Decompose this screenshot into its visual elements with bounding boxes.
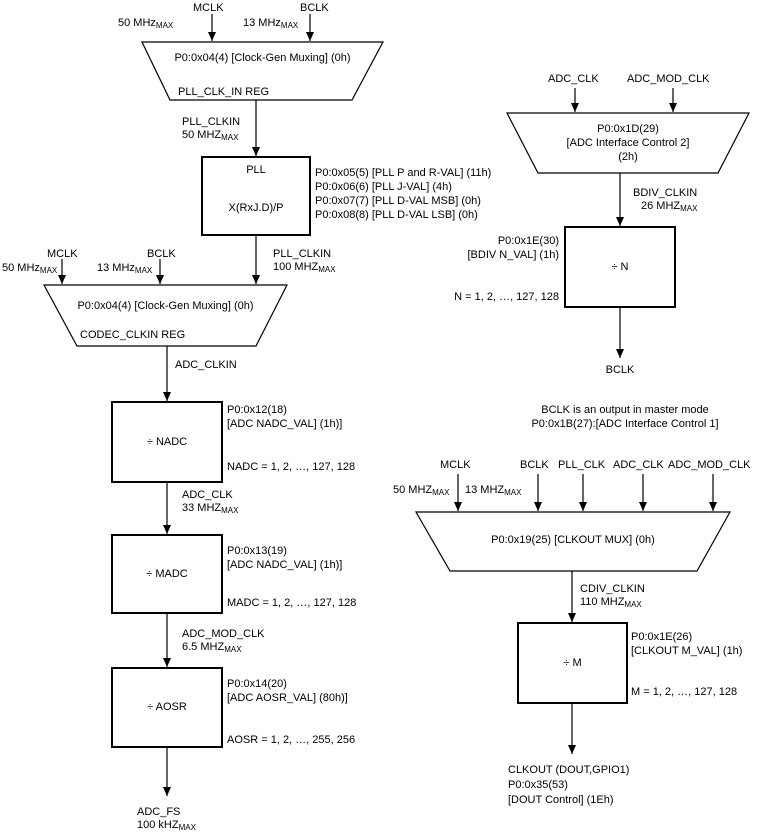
sub-max: MAX	[280, 21, 299, 30]
adc-interface-mux-name: [ADC Interface Control 2]	[566, 137, 690, 149]
sub-max: MAX	[221, 133, 239, 142]
n-range: N = 1, 2, …, 127, 128	[454, 291, 559, 303]
aosr-divider-label: ÷ AOSR	[147, 701, 187, 713]
adc-interface-mux-text	[507, 122, 749, 164]
adc-interface-mux-reset: (2h)	[618, 151, 638, 163]
signal-label-bclk4: BCLK	[520, 459, 549, 471]
sub-max: MAX	[221, 506, 239, 515]
aosr-register: P0:0x14(20) [ADC AOSR_VAL] (80h)]	[227, 678, 348, 704]
signal-label-bclk2: BCLK	[147, 248, 176, 260]
signal-label-adc-clk4: ADC_CLK	[613, 459, 664, 471]
pll-box-formula: X(RxJ.D)/P	[228, 202, 284, 214]
sub-max: MAX	[624, 600, 642, 609]
nadc-divider-label: ÷ NADC	[146, 436, 188, 448]
clkout-output-labels	[508, 763, 629, 808]
sub-max: MAX	[318, 265, 336, 274]
signal-label-adc-clk: ADC_CLK 33 MHZMAX	[182, 489, 239, 515]
sub-max: MAX	[504, 488, 522, 497]
sub-max: MAX	[178, 823, 196, 832]
pll-box-title: PLL	[246, 164, 266, 176]
m-register: P0:0x1E(26) [CLKOUT M_VAL] (1h)	[631, 631, 743, 657]
pll-clkin-mux-register: P0:0x04(4) [Clock-Gen Muxing] (0h)	[174, 52, 351, 64]
signal-label-adc-clkin: ADC_CLKIN	[175, 359, 237, 371]
signal-label-adc-clk-in3: ADC_CLK	[548, 73, 599, 85]
sub-max: MAX	[680, 204, 698, 213]
clkout-signal: CLKOUT (DOUT,GPIO1)	[508, 764, 630, 776]
m-divider-label: ÷ M	[563, 657, 582, 669]
signal-label-bclk-out: BCLK	[605, 364, 635, 376]
nadc-range: NADC = 1, 2, …, 127, 128	[227, 461, 356, 473]
signal-label-bdiv-clkin: BDIV_CLKIN 26 MHZMAX	[633, 187, 698, 213]
signal-label-pll-clkin-100: PLL_CLKIN 100 MHZMAX	[273, 248, 336, 274]
pll-register-1: P0:0x05(5) [PLL P and R-VAL] (11h)	[315, 167, 492, 179]
signal-label-mclk1: MCLK	[193, 2, 224, 14]
n-register: P0:0x1E(30) [BDIV N_VAL] (1h)	[467, 235, 559, 261]
pll-clkin-mux-name: PLL_CLK_IN REG	[178, 86, 270, 98]
freq-label-bclk1: 13 MHzMAX	[243, 17, 299, 30]
freq-label-bclk4: 13 MHZMAX	[465, 484, 522, 497]
pll-register-3: P0:0x07(7) [PLL D-VAL MSB] (0h)	[315, 195, 481, 207]
freq-label-bclk2: 13 MHzMAX	[97, 262, 153, 275]
signal-label-adc-mod-clk4: ADC_MOD_CLK	[668, 459, 751, 471]
m-range: M = 1, 2, …, 127, 128	[631, 686, 738, 698]
signal-label-bclk1: BCLK	[300, 2, 329, 14]
codec-clkin-mux-name: CODEC_CLKIN REG	[80, 329, 186, 341]
signal-label-cdiv-clkin: CDIV_CLKIN 110 MHZMAX	[580, 583, 645, 609]
madc-range: MADC = 1, 2, …, 127, 128	[227, 597, 357, 609]
signal-label-adc-fs: ADC_FS 100 kHZMAX	[137, 806, 196, 832]
nadc-register: P0:0x12(18) [ADC NADC_VAL] (1h)]	[227, 404, 343, 430]
sub-max: MAX	[39, 266, 58, 275]
pll-register-2: P0:0x06(6) [PLL J-VAL] (4h)	[315, 181, 452, 193]
signal-label-adc-mod-clk-in3: ADC_MOD_CLK	[627, 73, 710, 85]
master-mode-note: BCLK is an output in master mode P0:0x1B(27):[ADC Interface Control 1]	[531, 404, 719, 430]
signal-label-adc-mod-clk: ADC_MOD_CLK 6.5 MHZMAX	[182, 628, 265, 654]
sub-max: MAX	[432, 488, 450, 497]
signal-label-pll-clk4: PLL_CLK	[558, 459, 606, 471]
clkout-mux-register: P0:0x19(25) [CLKOUT MUX] (0h)	[491, 534, 655, 546]
pll-register-4: P0:0x08(8) [PLL D-VAL LSB] (0h)	[315, 209, 478, 221]
sub-max: MAX	[155, 21, 174, 30]
signal-label-pll-clkin-50: PLL_CLKIN 50 MHZMAX	[182, 116, 241, 142]
adc-interface-mux-register: P0:0x1D(29)	[597, 123, 659, 135]
signal-label-mclk4: MCLK	[440, 459, 471, 471]
n-divider-label: ÷ N	[611, 261, 629, 273]
pll-register-list	[315, 166, 491, 222]
freq-label-mclk1: 50 MHzMAX	[118, 17, 174, 30]
freq-label-mclk4: 50 MHZMAX	[393, 484, 450, 497]
codec-clkin-mux-register: P0:0x04(4) [Clock-Gen Muxing] (0h)	[77, 300, 254, 312]
aosr-range: AOSR = 1, 2, …, 255, 256	[227, 734, 356, 746]
madc-register: P0:0x13(19) [ADC NADC_VAL] (1h)]	[227, 545, 343, 571]
madc-divider-label: ÷ MADC	[146, 568, 188, 580]
sub-max: MAX	[134, 266, 153, 275]
clkout-control: [DOUT Control] (1Eh)	[508, 794, 614, 806]
signal-label-mclk2: MCLK	[47, 248, 78, 260]
sub-max: MAX	[224, 645, 242, 654]
clkout-register: P0:0x35(53)	[508, 779, 568, 791]
freq-label-mclk2: 50 MHzMAX	[2, 262, 58, 275]
